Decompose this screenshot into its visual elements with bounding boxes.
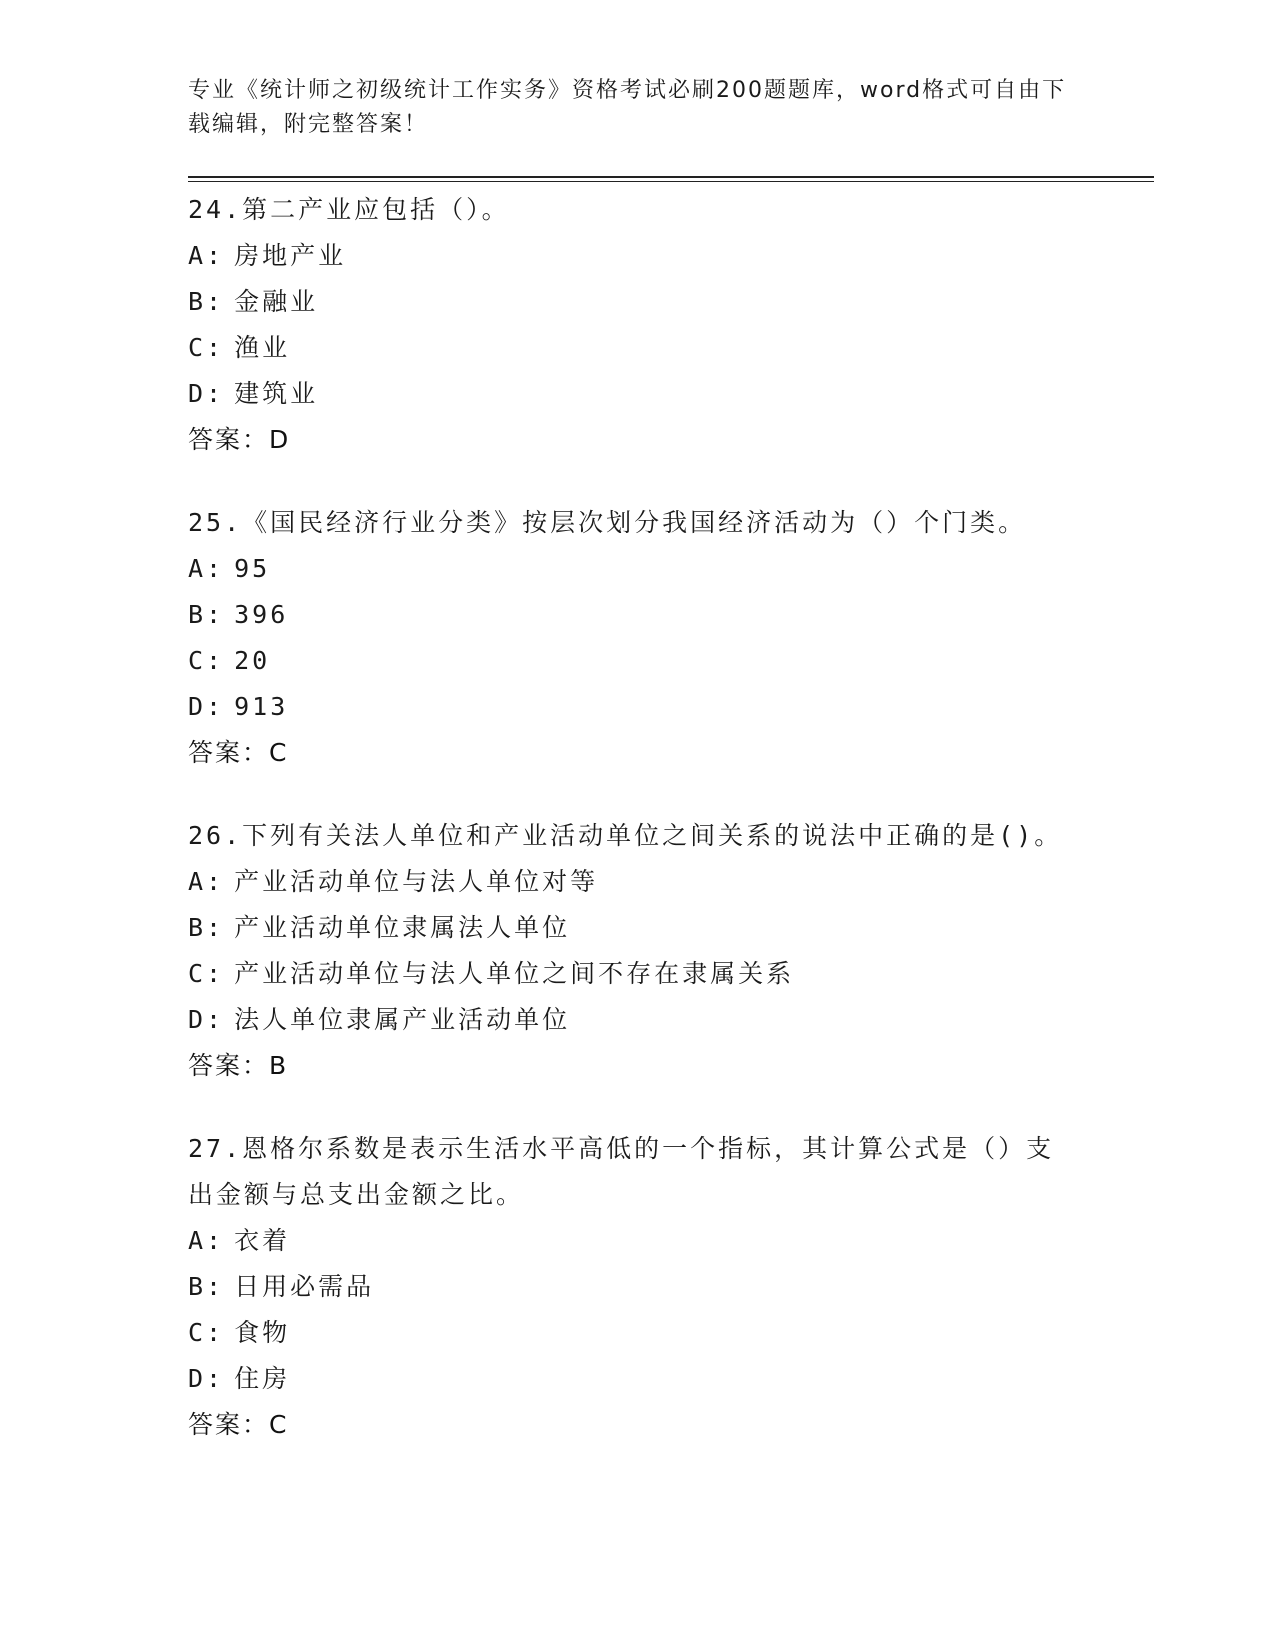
question-25: [188, 500, 1088, 776]
option-b: [188, 905, 1088, 951]
option-letter: B:: [188, 600, 225, 629]
option-letter: C:: [188, 1318, 225, 1347]
option-text: 金融业: [234, 287, 319, 316]
option-text: 产业活动单位隶属法人单位: [234, 913, 571, 942]
question-list: [188, 187, 1088, 1485]
option-letter: C:: [188, 959, 225, 988]
option-letter: D:: [188, 379, 225, 408]
option-b: [188, 592, 1088, 638]
option-letter: C:: [188, 646, 225, 675]
option-letter: A:: [188, 1226, 225, 1255]
option-text: 房地产业: [234, 241, 347, 270]
option-d: [188, 997, 1088, 1043]
option-letter: B:: [188, 913, 225, 942]
option-d: [188, 1356, 1088, 1402]
answer-line: 答案：B: [188, 1051, 289, 1080]
question-24: [188, 187, 1088, 463]
option-c: [188, 638, 1088, 684]
question-stem: 25.《国民经济行业分类》按层次划分我国经济活动为（）个门类。: [188, 508, 1027, 537]
option-d: [188, 371, 1088, 417]
option-letter: D:: [188, 692, 225, 721]
option-a: [188, 1218, 1088, 1264]
option-text: 396: [234, 600, 289, 629]
option-a: [188, 859, 1088, 905]
option-text: 住房: [234, 1364, 291, 1393]
answer-line: 答案：C: [188, 738, 289, 767]
option-b: [188, 279, 1088, 325]
header-divider-thick: [188, 176, 1154, 178]
answer-line: 答案：D: [188, 425, 291, 454]
option-text: 产业活动单位与法人单位对等: [234, 867, 599, 896]
option-text: 建筑业: [234, 379, 319, 408]
option-text: 产业活动单位与法人单位之间不存在隶属关系: [234, 959, 795, 988]
option-a: [188, 546, 1088, 592]
option-letter: D:: [188, 1364, 225, 1393]
option-d: [188, 684, 1088, 730]
option-a: [188, 233, 1088, 279]
option-text: 95: [234, 554, 271, 583]
question-26: [188, 813, 1088, 1089]
question-27: [188, 1126, 1088, 1448]
header-divider-thin: [188, 181, 1154, 182]
option-letter: B:: [188, 1272, 225, 1301]
option-text: 渔业: [234, 333, 291, 362]
option-letter: A:: [188, 241, 225, 270]
option-letter: C:: [188, 333, 225, 362]
option-text: 20: [234, 646, 271, 675]
option-b: [188, 1264, 1088, 1310]
option-text: 食物: [234, 1318, 291, 1347]
option-text: 法人单位隶属产业活动单位: [234, 1005, 571, 1034]
document-header: 专业《统计师之初级统计工作实务》资格考试必刷200题题库，word格式可自由下载编辑，附完整答案！: [188, 78, 1067, 137]
option-c: [188, 325, 1088, 371]
answer-line: 答案：C: [188, 1410, 289, 1439]
option-c: [188, 951, 1088, 997]
option-text: 913: [234, 692, 289, 721]
option-letter: D:: [188, 1005, 225, 1034]
option-letter: A:: [188, 554, 225, 583]
option-letter: B:: [188, 287, 225, 316]
option-text: 日用必需品: [234, 1272, 375, 1301]
option-text: 衣着: [234, 1226, 291, 1255]
question-stem: 26.下列有关法人单位和产业活动单位之间关系的说法中正确的是()。: [188, 821, 1063, 850]
question-stem: 24.第二产业应包括（）。: [188, 195, 510, 224]
option-c: [188, 1310, 1088, 1356]
question-stem: 27.恩格尔系数是表示生活水平高低的一个指标，其计算公式是（）支出金额与总支出金额之比。: [188, 1134, 1055, 1209]
option-letter: A:: [188, 867, 225, 896]
